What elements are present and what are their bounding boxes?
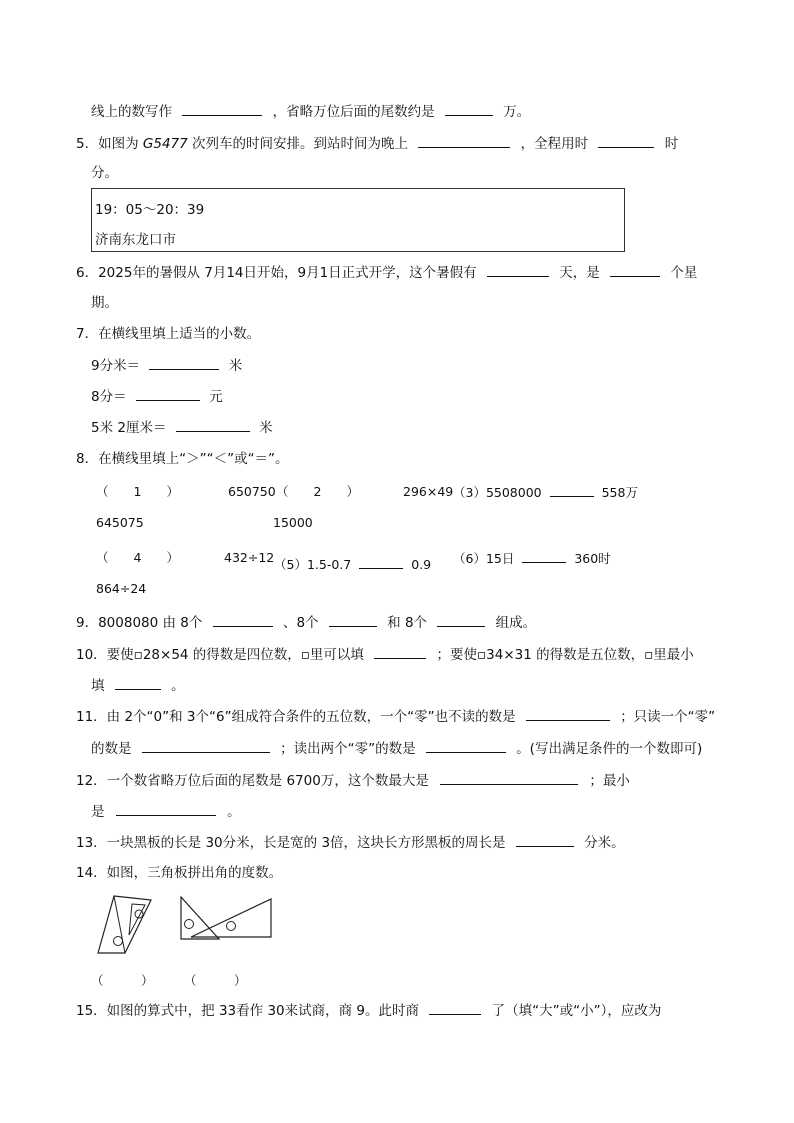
q11-blank-2[interactable]	[142, 739, 270, 753]
q6-blank-days[interactable]	[487, 263, 549, 277]
q7-blank-1[interactable]	[149, 356, 219, 370]
q7-blank-3[interactable]	[176, 418, 250, 432]
q9-blank-1[interactable]	[213, 613, 273, 627]
q11-blank-1[interactable]	[526, 707, 610, 721]
schedule-route: 济南东龙口市	[95, 232, 176, 248]
q12-blank-2[interactable]	[116, 802, 216, 816]
q8-blank-6[interactable]	[522, 549, 566, 563]
schedule-time: 19：05～20：39	[95, 202, 205, 218]
q9-blank-3[interactable]	[437, 613, 485, 627]
q8-p2: （ 2 ）	[276, 484, 359, 499]
q10-blank-1[interactable]	[374, 645, 426, 659]
q8-blank-5[interactable]	[359, 555, 403, 569]
q8-e4b: 864÷24	[96, 581, 147, 596]
q13-blank[interactable]	[516, 833, 574, 847]
q12-line-2: 是 。	[91, 804, 241, 820]
q11-line-1: 11．由 2个“0”和 3个“6”组成符合条件的五位数，一个“零”也不读的数是 ；只读一个“零”	[76, 709, 716, 725]
q8-p1: （ 1 ）	[96, 484, 179, 499]
q4-blank-1[interactable]	[182, 102, 262, 116]
q10-blank-2[interactable]	[115, 676, 161, 690]
q7-row-3: 5米 2厘米＝ 米	[91, 420, 273, 436]
q12-line-1: 12．一个数省略万位后面的尾数是 6700万，这个数最大是 ；最小	[76, 773, 630, 789]
q4-blank-2[interactable]	[445, 102, 493, 116]
q6-line-1: 6．2025年的暑假从 7月14日开始，9月1日正式开学，这个暑假有 天，是 个星	[76, 265, 698, 281]
train-number: G5477	[142, 136, 188, 152]
q9-line: 9．8008080 由 8个 、8个 和 8个 组成。	[76, 615, 537, 631]
q5-line-1: 5．如图为 G5477 次列车的时间安排。到站时间为晚上 ，全程用时 时	[76, 136, 679, 152]
q13-line: 13．一块黑板的长是 30分米，长是宽的 3倍，这块长方形黑板的周长是 分米。	[76, 835, 625, 851]
q10-line-2: 填 。	[91, 678, 185, 694]
q14-answer-1[interactable]: （ ）	[91, 973, 154, 988]
q12-blank-1[interactable]	[440, 771, 578, 785]
q14-answer-2[interactable]: （ ）	[184, 973, 247, 988]
q14-title: 14．如图，三角板拼出角的度数。	[76, 865, 283, 881]
q7-title: 7．在横线里填上适当的小数。	[76, 326, 261, 342]
q6-blank-weeks[interactable]	[610, 263, 660, 277]
q8-p5: （5）1.5-0.7 0.9	[274, 557, 432, 572]
q5-blank-arrival[interactable]	[418, 134, 510, 148]
q8-e2b: 15000	[273, 515, 313, 530]
q8-e4a: 432÷12	[224, 550, 275, 565]
q15-line: 15．如图的算式中，把 33看作 30来试商，商 9。此时商 了（填“大”或“小”），应改为	[76, 1003, 662, 1019]
set-square-figure-1	[96, 890, 156, 958]
q11-blank-3[interactable]	[426, 739, 506, 753]
q8-e2a: 296×49	[403, 484, 454, 499]
q7-blank-2[interactable]	[136, 387, 200, 401]
q8-p6: （6）15日 360时	[453, 551, 611, 566]
q10-line-1: 10．要使▫28×54 的得数是四位数，▫里可以填 ；要使▫34×31 的得数是五位数，▫里最小	[76, 647, 694, 663]
q8-p4: （ 4 ）	[96, 550, 179, 565]
q8-e1a: 650750	[228, 484, 276, 499]
q4-line: 线上的数写作 ，省略万位后面的尾数约是 万。	[91, 104, 531, 120]
q8-p3: （3）5508000 558万	[453, 485, 638, 500]
q9-blank-2[interactable]	[329, 613, 377, 627]
q8-e1b: 645075	[96, 515, 144, 530]
q5-blank-duration[interactable]	[598, 134, 654, 148]
q6-line-2: 期。	[91, 295, 118, 311]
q7-row-1: 9分米＝ 米	[91, 358, 243, 374]
q11-line-2: 的数是 ；读出两个“零”的数是 。(写出满足条件的一个数即可)	[91, 741, 703, 757]
q15-blank[interactable]	[429, 1001, 481, 1015]
q8-blank-3[interactable]	[550, 483, 594, 497]
set-square-figure-2	[175, 893, 275, 945]
q5-line-2: 分。	[91, 165, 118, 181]
q7-row-2: 8分＝ 元	[91, 389, 223, 405]
q8-title: 8．在横线里填上“＞”“＜”或“＝”。	[76, 451, 289, 467]
q5-schedule-box	[91, 188, 625, 252]
